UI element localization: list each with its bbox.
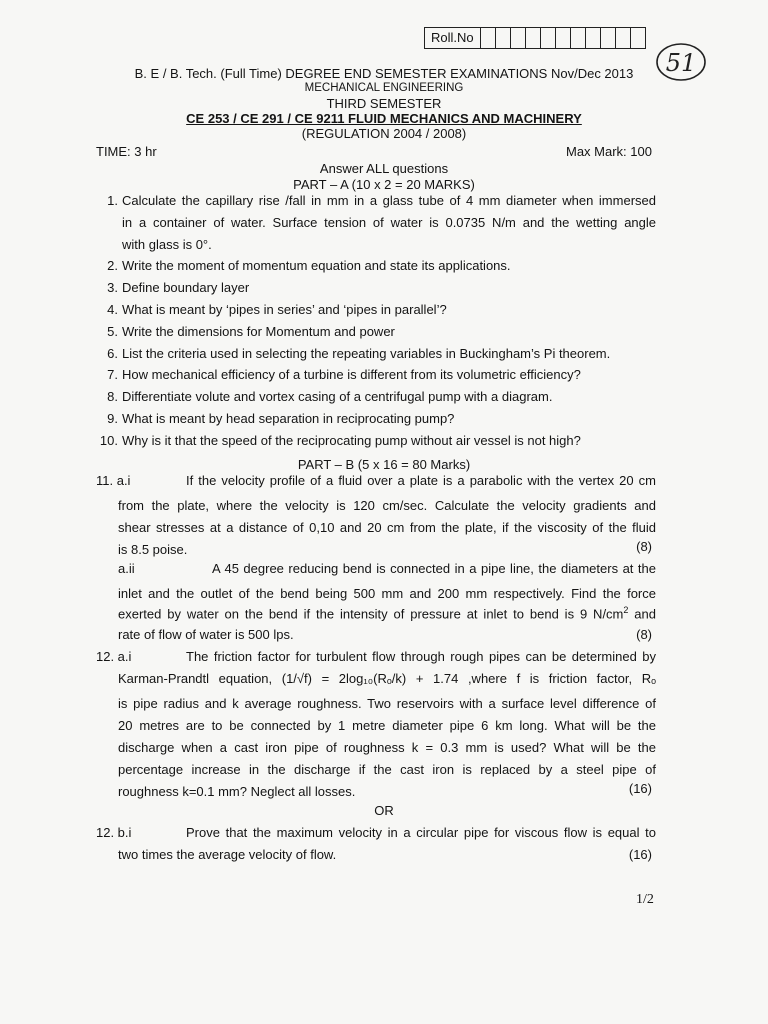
roll-no-cell [526, 28, 541, 48]
roll-no-cell [481, 28, 496, 48]
part-a-question-number: 5. [107, 323, 118, 339]
q12b-first-line: Prove that the maximum velocity in a circular pipe for viscous flow is equal to [186, 825, 656, 840]
q12-ai-body [118, 693, 656, 803]
q11-aii-line3 [118, 605, 656, 621]
regulation: (REGULATION 2004 / 2008) [301, 126, 467, 141]
q11-number: 11. a.i [96, 473, 131, 488]
part-a-question-text: Write the moment of momentum equation and state its applications. [122, 258, 511, 274]
paragraph-line: roughness k=0.1 mm? Neglect all losses. [118, 784, 356, 799]
q12b-line2: two times the average velocity of flow. [118, 847, 337, 862]
paragraph-line: from the plate, where the velocity is 120 cm/sec. Calculate the velocity gradients and [118, 498, 656, 513]
page-number: 1/2 [636, 892, 654, 907]
or-separator: OR [374, 803, 394, 818]
roll-no-cell [541, 28, 556, 48]
part-a-question-text: What is meant by ‘pipes in series’ and ‘pipes in parallel’? [122, 302, 447, 317]
exam-title: B. E / B. Tech. (Full Time) DEGREE END SEMESTER EXAMINATIONS Nov/Dec 2013 [134, 66, 634, 81]
roll-no-cell [511, 28, 526, 48]
max-mark: Max Mark: 100 [566, 144, 652, 159]
paragraph-line: is pipe radius and k average roughness. Two reservoirs with a surface level difference of [118, 696, 656, 711]
q12-number: 12. a.i [96, 649, 132, 664]
part-a-question-text: Define boundary layer [122, 280, 250, 296]
instruction: Answer ALL questions [319, 161, 449, 176]
course-title: CE 253 / CE 291 / CE 9211 FLUID MECHANICS AND MACHINERY [186, 111, 582, 126]
q12b-number: 12. b.i [96, 825, 132, 840]
q11-ai-marks: (8) [636, 539, 652, 554]
part-a-question-number: 8. [107, 389, 118, 405]
q11-aii-first-line: A 45 degree reducing bend is connected in a pipe line, the diameters at the [212, 561, 656, 576]
part-a-question-text: Differentiate volute and vortex casing of a centrifugal pump with a diagram. [122, 389, 553, 405]
part-a-question-number: 7. [107, 367, 118, 383]
part-a-question-number: 2. [107, 258, 118, 274]
roll-no-cell [571, 28, 586, 48]
part-a-question-text: with glass is 0°. [122, 236, 212, 252]
q11-aii-label: a.ii [118, 561, 135, 576]
q11-aii-line3-end: and [628, 606, 656, 622]
q11-aii-superscript: 2 [623, 605, 629, 615]
paragraph-line: discharge when a cast iron pipe of roughness k = 0.3 mm is used? What will be the [118, 740, 656, 755]
q12-ai-line2: Karman-Prandtl equation, (1/√f) = 2log₁₀(Rₒ/k) + 1.74 ,where f is friction factor, Rₒ [118, 671, 656, 686]
part-b-title: PART – B (5 x 16 = 80 Marks) [297, 457, 471, 472]
part-a-question-number: 1. [107, 193, 118, 208]
roll-no-cell [616, 28, 631, 48]
paragraph-line: percentage increase in the discharge if the cast iron is replaced by a steel pipe of [118, 762, 656, 777]
q12-ai-marks: (16) [628, 781, 652, 796]
department: MECHANICAL ENGINEERING [304, 82, 464, 94]
part-a-question-text: What is meant by head separation in reciprocating pump? [122, 411, 455, 426]
roll-no-cell [586, 28, 601, 48]
q12b-marks: (16) [628, 847, 652, 862]
part-a-question-text: List the criteria used in selecting the repeating variables in Buckingham’s Pi theorem. [122, 345, 611, 361]
part-a-question-text: in a container of water. Surface tension of water is 0.0735 N/m and the wetting angle [122, 214, 656, 230]
roll-no-cell [556, 28, 571, 48]
paragraph-line: shear stresses at a distance of 0,10 and 20 cm from the plate, if the viscosity of the fluid [118, 520, 656, 535]
roll-no-cell [496, 28, 511, 48]
q11-ai-body [118, 495, 656, 561]
part-a-question-number: 6. [107, 345, 118, 361]
q11-aii-body [118, 583, 656, 605]
part-a-question-number: 3. [107, 280, 118, 296]
part-a-question-text: Calculate the capillary rise /fall in mm in a glass tube of 4 mm diameter when immersed [122, 193, 656, 208]
exam-time: TIME: 3 hr [96, 144, 157, 159]
part-a-question-text: How mechanical efficiency of a turbine is different from its volumetric efficiency? [122, 367, 581, 383]
part-a-question-number: 10. [99, 432, 118, 448]
paragraph-line: is 8.5 poise. [118, 542, 188, 557]
q11-aii-line3-text: exerted by water on the bend if the intensity of pressure at inlet to bend is 9 N/cm [118, 606, 624, 622]
part-a-title: PART – A (10 x 2 = 20 MARKS) [293, 177, 475, 192]
roll-no-label: Roll.No [425, 28, 481, 48]
part-a-question-text: Write the dimensions for Momentum and power [122, 323, 395, 339]
roll-no-box [424, 27, 646, 49]
paragraph-line: inlet and the outlet of the bend being 500 mm and 200 mm respectively. Find the force [118, 586, 656, 601]
q11-ai-first-line: If the velocity profile of a fluid over a plate is a parabolic with the vertex 20 cm [186, 473, 656, 488]
part-a-question-number: 4. [107, 302, 118, 317]
svg-text:51: 51 [665, 49, 697, 77]
q11-aii-line4: rate of flow of water is 500 lps. [118, 627, 294, 642]
q11-aii-marks: (8) [636, 627, 652, 642]
roll-no-cell [631, 28, 645, 48]
part-a-question-number: 9. [107, 411, 118, 426]
paragraph-line: 20 metres are to be connected by 1 metre diameter pipe 6 km long. What will be the [118, 718, 656, 733]
roll-no-cell [601, 28, 616, 48]
q12-ai-first-line: The friction factor for turbulent flow through rough pipes can be determined by [186, 649, 656, 664]
semester: THIRD SEMESTER [326, 96, 442, 111]
part-a-question-text: Why is it that the speed of the reciprocating pump without air vessel is not high? [122, 432, 581, 448]
